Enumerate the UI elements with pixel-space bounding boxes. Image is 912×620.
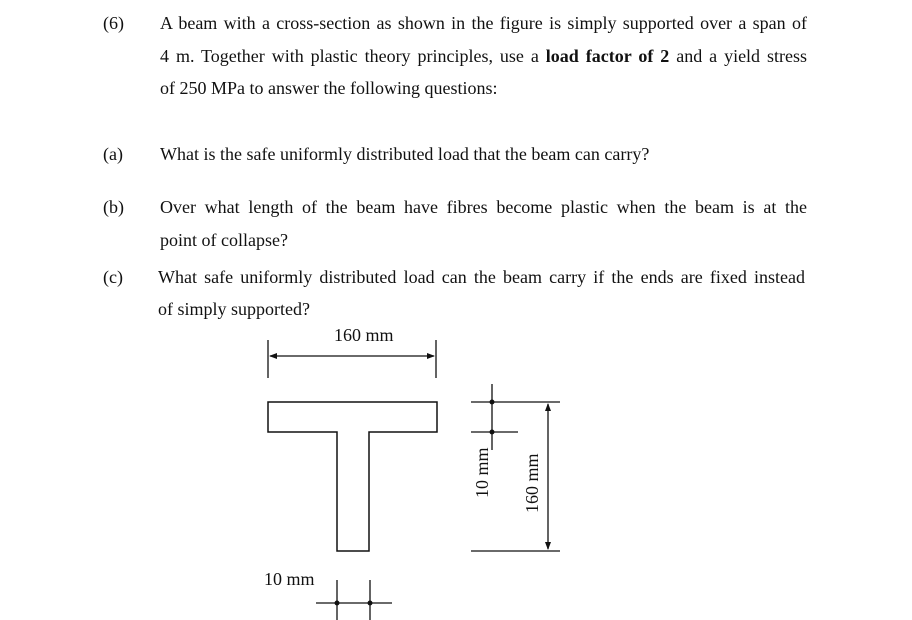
web-thickness-tick-left bbox=[335, 601, 340, 606]
web-thickness-label: 10 mm bbox=[264, 569, 315, 589]
part-b-label: (b) bbox=[103, 197, 124, 217]
part-c-text-line-2: of simply supported? bbox=[158, 299, 310, 319]
question-line-1: A beam with a cross-section as shown in the figure is simply supported over a span of bbox=[160, 13, 807, 33]
question-line-2-end: and a yield stress bbox=[669, 46, 807, 66]
part-a-text: What is the safe uniformly distributed load that the beam can carry? bbox=[160, 144, 650, 164]
depth-arrow-bottom bbox=[545, 542, 551, 550]
part-b-text-line-2: point of collapse? bbox=[160, 230, 288, 250]
flange-width-arrow-right bbox=[427, 353, 435, 359]
part-c-line-1: What safe uniformly distributed load can the beam carry if the ends are fixed instead bbox=[158, 267, 805, 287]
depth-label: 160 mm bbox=[522, 453, 542, 513]
flange-thickness-tick-top bbox=[490, 400, 495, 405]
depth-arrow-top bbox=[545, 403, 551, 411]
web-thickness-tick-right bbox=[368, 601, 373, 606]
question-number: (6) bbox=[103, 13, 124, 33]
part-b-line-1: Over what length of the beam have fibres become plastic when the beam is at the bbox=[160, 197, 807, 217]
part-c-label: (c) bbox=[103, 267, 123, 287]
flange-thickness-tick-bottom bbox=[490, 430, 495, 435]
flange-thickness-label: 10 mm bbox=[472, 447, 492, 498]
load-factor-bold: load factor of 2 bbox=[545, 46, 670, 66]
t-section-outline bbox=[268, 402, 437, 551]
question-line-3: of 250 MPa to answer the following questions: bbox=[160, 78, 498, 98]
part-a-label: (a) bbox=[103, 144, 123, 164]
question-line-2-start: 4 m. Together with plastic theory principles, use a bbox=[160, 46, 546, 66]
flange-width-arrow-left bbox=[269, 353, 277, 359]
flange-width-label: 160 mm bbox=[334, 325, 394, 345]
